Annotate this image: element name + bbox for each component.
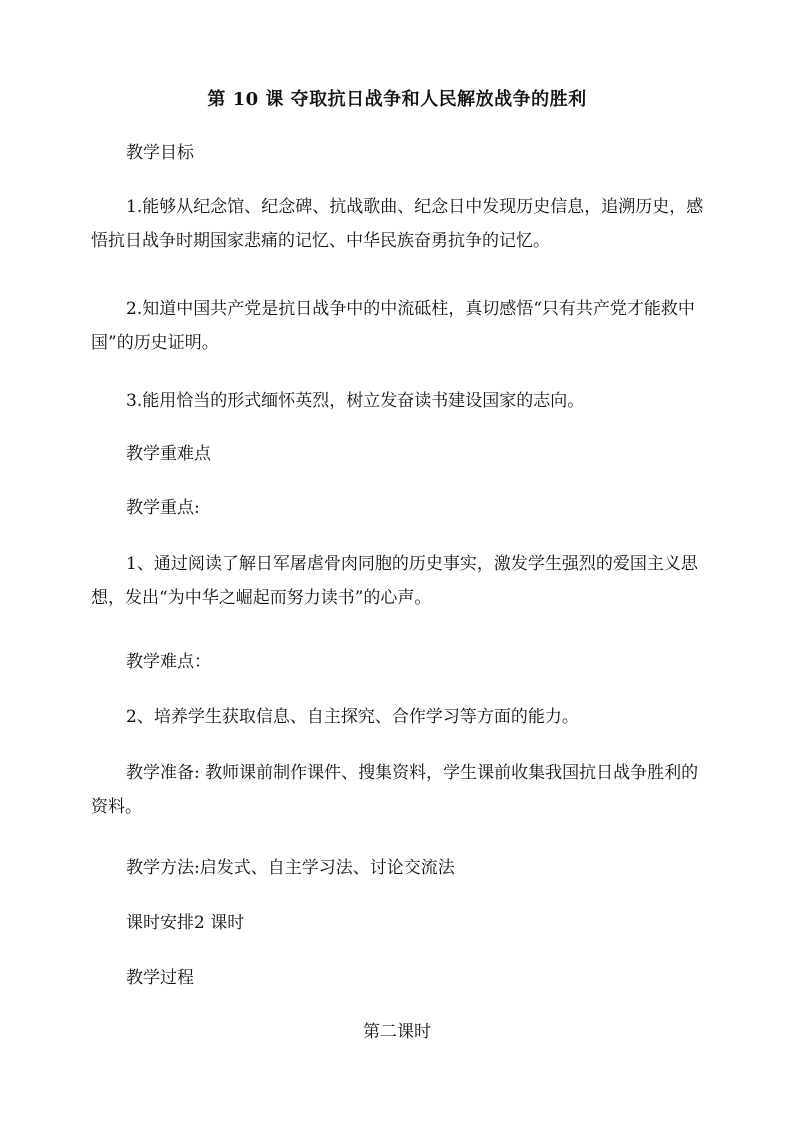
page-title: 第 10 课 夺取抗日战争和人民解放战争的胜利 bbox=[207, 89, 587, 110]
heading-teaching-goals: 教学目标 bbox=[126, 143, 194, 163]
key-point-1-paragraph: 1、通过阅读了解日军屠虐骨肉同胞的历史事实，激发学生强烈的爱国主义思想，发出“为中华之崛起而努力读书”的心声。 bbox=[91, 554, 698, 608]
heading-teaching-process: 教学过程 bbox=[126, 968, 194, 988]
class-hours-paragraph: 课时安排2 课时 bbox=[126, 913, 245, 933]
heading-key-points: 教学重点: bbox=[126, 498, 200, 518]
goal-2-paragraph: 2.知道中国共产党是抗日战争中的中流砥柱，真切感悟“只有共产党才能救中国”的历史证明。 bbox=[91, 299, 695, 353]
teaching-methods-paragraph: 教学方法:启发式、自主学习法、讨论交流法 bbox=[126, 858, 455, 878]
difficult-point-2-paragraph: 2、培养学生获取信息、自主探究、合作学习等方面的能力。 bbox=[126, 707, 579, 727]
heading-difficult-points: 教学难点： bbox=[126, 652, 211, 672]
teaching-preparation-paragraph: 教学准备: 教师课前制作课件、搜集资料，学生课前收集我国抗日战争胜利的资料。 bbox=[91, 763, 699, 817]
goal-1-paragraph: 1.能够从纪念馆、纪念碑、抗战歌曲、纪念日中发现历史信息，追溯历史，感悟抗日战争时期国家悲痛的记忆、中华民族奋勇抗争的记忆。 bbox=[91, 197, 704, 251]
section-heading-second-period: 第二课时 bbox=[363, 1022, 431, 1042]
goal-3-paragraph: 3.能用恰当的形式缅怀英烈，树立发奋读书建设国家的志向。 bbox=[126, 391, 585, 411]
heading-key-difficult-points: 教学重难点 bbox=[126, 444, 211, 464]
